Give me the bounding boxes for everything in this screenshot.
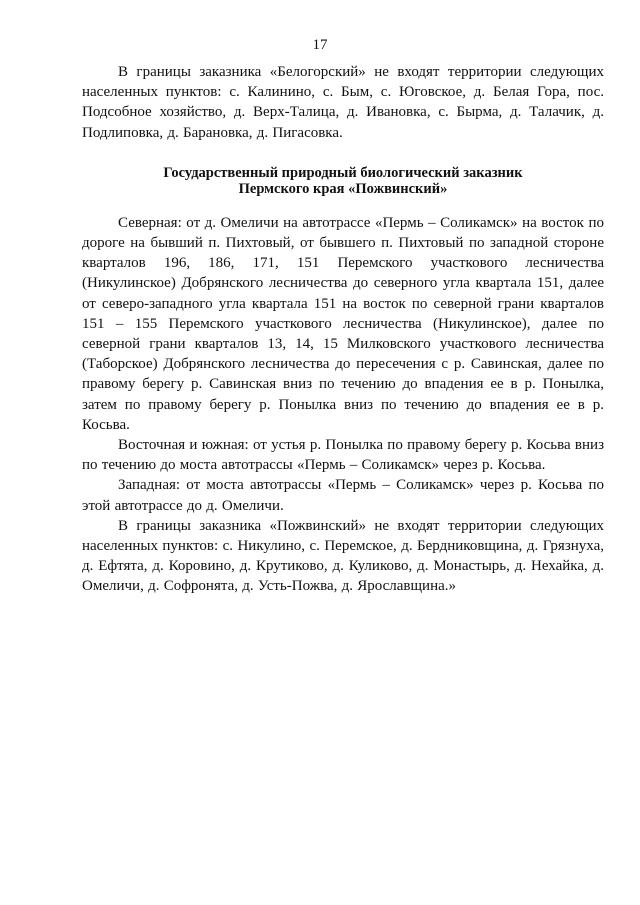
paragraph-west-boundary: Западная: от моста автотрассы «Пермь – Соликамск» через р. Косьва по этой автотрассе до д. Омеличи. [82,477,604,514]
paragraph-excluded-settlements: В границы заказника «Пожвинский» не входят территории следующих населенных пунктов: с. Никулино, с. Перемское, д. Бердниковщина, д. Грязнуха, д. Ефтята, д. Коровино, д. Крутиково, д. Куликово, д. Монастырь, д. Нехайка, д. Омеличи, д. Софронята, д. Усть-Пожва, д. Ярославщина.» [82,517,604,595]
intro-paragraph: В границы заказника «Белогорский» не входят территории следующих населенных пунктов: с. Калинино, с. Бым, с. Юговское, д. Белая Гора, пос. Подсобное хозяйство, д. Верх-Талица, д. Ивановка, с. Бырма, д. Талачик, д. Подлиповка, д. Барановка, д. Пигасовка. [82,64,604,141]
section-heading [82,165,604,197]
page-number: 17 [312,37,328,53]
paragraph-north-boundary: Северная: от д. Омеличи на автотрассе «Пермь – Соликамск» на восток по дороге на бывший п. Пихтовый, от бывшего п. Пихтовый по западной стороне кварталов 196, 186, 171, 151 Перемского участкового лесничества (Никулинское) Добрянского лесничества до северного угла квартала 151, далее от северо-западного угла квартала 151 на восток по северной грани кварталов 151 – 155 Перемского участкового лесничества (Никулинское), далее по северной грани кварталов 13, 14, 15 Милковского участкового лесничества (Таборское) Добрянского лесничества до пересечения с р. Савинская, далее по правому берегу р. Савинская вниз по течению до впадения ее в р. Понылка, затем по правому берегу р. Понылка вниз по течению до впадения ее в р. Косьва. [82,214,604,433]
heading-line-1: Государственный природный биологический заказник [163,164,523,181]
paragraph-east-south-boundary: Восточная и южная: от устья р. Понылка по правому берегу р. Косьва вниз по течению до моста автотрассы «Пермь – Соликамск» через р. Косьва. [82,437,604,474]
document-body [82,62,604,597]
heading-line-2: Пермского края «Пожвинский» [238,180,448,197]
